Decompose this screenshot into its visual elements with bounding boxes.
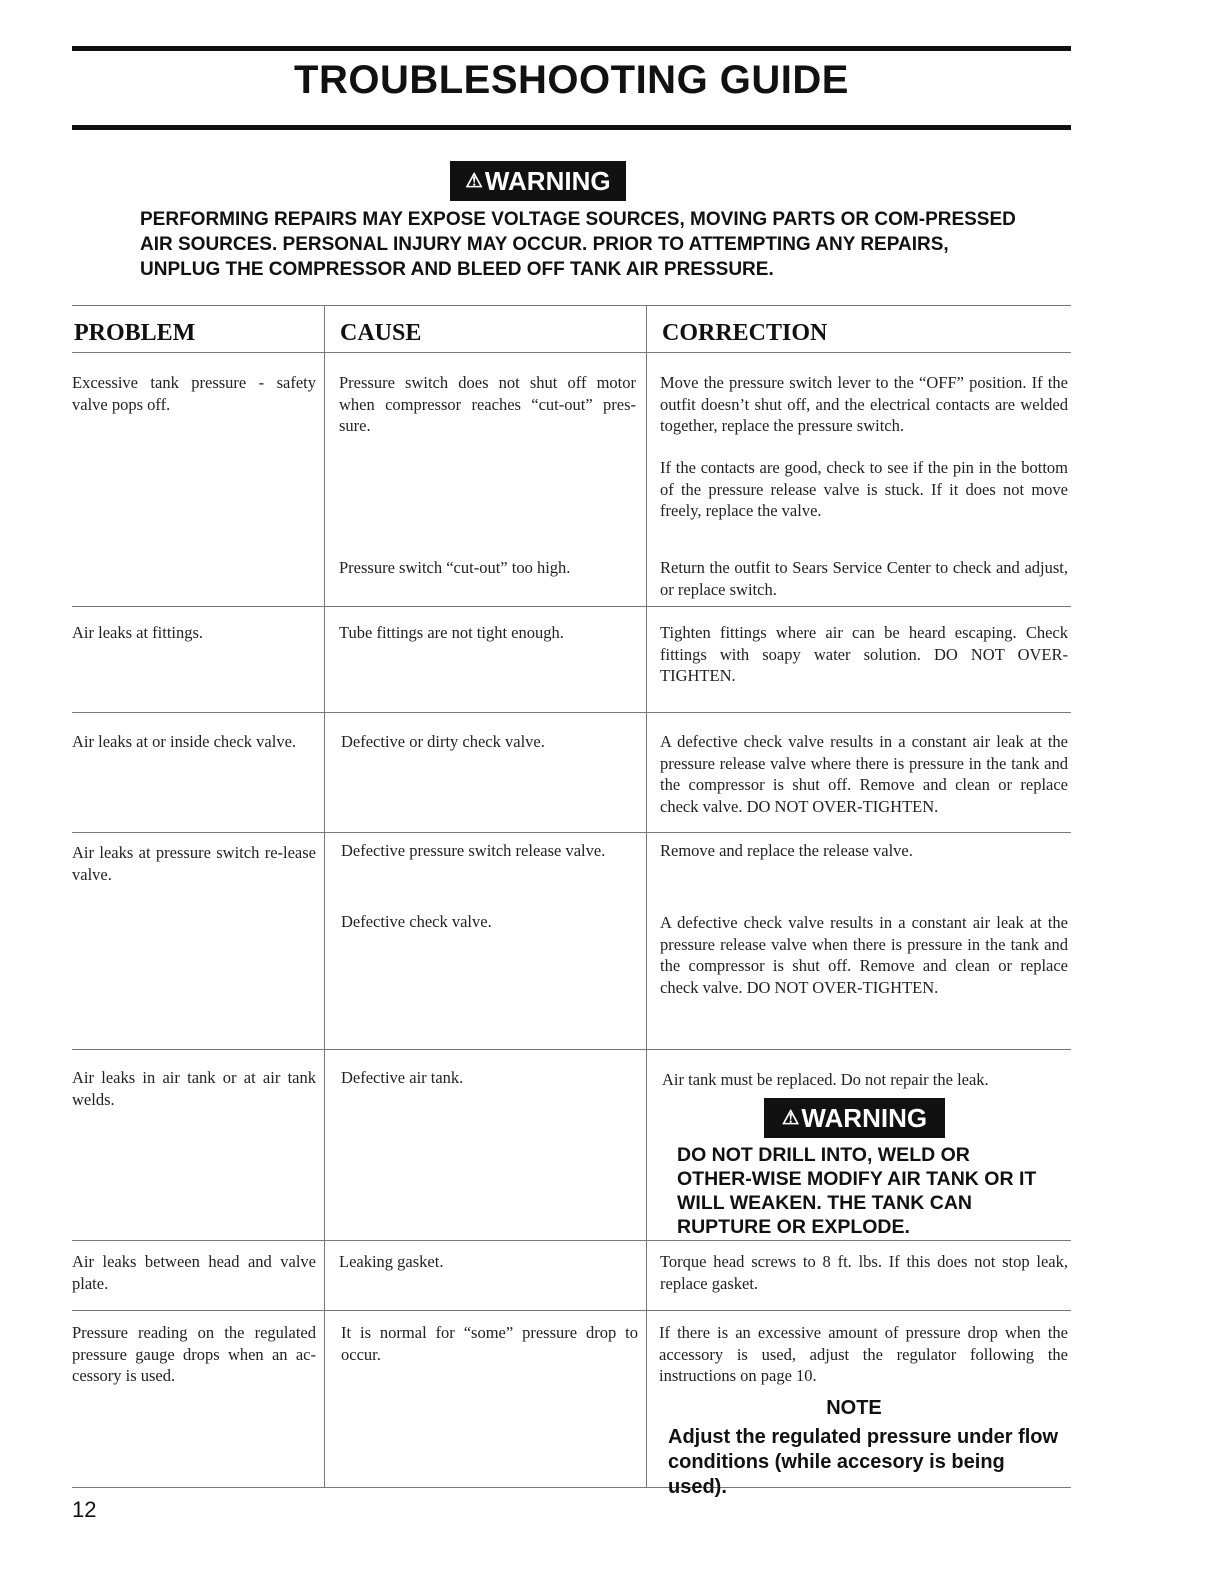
tank-warning-text: DO NOT DRILL INTO, WELD OR OTHER-WISE MODIFY AIR TANK OR IT WILL WEAKEN. THE TANK CAN RUPTURE OR EXPLODE. [677,1144,1037,1238]
column-header-cause: CAUSE [340,320,422,346]
header-underline [72,352,1071,353]
cause-cell: Defective air tank. [341,1068,464,1087]
correction-cell: Air tank must be replaced. Do not repair the leak. [662,1070,989,1089]
problem-cell: Air leaks at or inside check valve. [72,732,297,751]
correction-cell: Remove and replace the release valve. [660,841,913,860]
cause-cell: It is normal for “some” pressure drop to occur. [341,1323,638,1364]
row-divider [72,606,1071,607]
problem-cell: Air leaks at pressure switch re-lease valve. [72,843,316,884]
warning-triangle-icon: ⚠ [465,170,483,192]
correction-cell: Tighten fittings where air can be heard escaping. Check fittings with soapy water solution. DO NOT OVER-TIGHTEN. [660,623,1068,685]
cause-cell: Leaking gasket. [339,1252,444,1271]
row-divider [72,1049,1071,1050]
problem-cell: Air leaks in air tank or at air tank welds. [72,1068,316,1109]
cause-cell: Pressure switch does not shut off motor when compressor reaches “cut-out” pres-sure. [339,373,636,435]
problem-cell: Excessive tank pressure - safety valve pops off. [72,373,316,414]
cause-cell: Defective check valve. [341,912,492,931]
column-header-problem: PROBLEM [74,320,196,346]
problem-cell: Air leaks at fittings. [72,623,204,642]
tank-warning-badge [764,1098,945,1138]
table-top-line [72,305,1071,306]
warning-badge [450,161,626,201]
correction-cell: Torque head screws to 8 ft. lbs. If this does not stop leak, replace gasket. [660,1252,1068,1293]
row-divider [72,1240,1071,1241]
correction-cell: Return the outfit to Sears Service Center to check and adjust, or replace switch. [660,558,1068,599]
correction-cell: If there is an excessive amount of pressure drop when the accessory is used, adjust the regulator following the instructions on page 10. [659,1323,1068,1385]
title-bottom-rule [72,125,1071,130]
problem-cell: Air leaks between head and valve plate. [72,1252,316,1293]
row-divider [72,832,1071,833]
row-divider [72,712,1071,713]
correction-cell: A defective check valve results in a constant air leak at the pressure release valve when there is pressure in the tank and the compressor is shut off. Remove and clean or replace check valve. DO NOT OVER-TIGHTEN. [660,913,1068,997]
cause-cell: Defective pressure switch release valve. [341,841,606,860]
note-text: Adjust the regulated pressure under flow conditions (while accesory is being used). [668,1426,1059,1498]
problem-cell: Pressure reading on the regulated pressure gauge drops when an ac-cessory is used. [72,1323,316,1385]
row-divider [72,1310,1071,1311]
page-number: 12 [72,1497,97,1522]
column-header-correction: CORRECTION [662,320,828,346]
correction-cell: Move the pressure switch lever to the “OFF” position. If the outfit doesn’t shut off, and the electrical contacts are welded together, replace the pressure switch. [660,373,1068,435]
correction-cell: A defective check valve results in a constant air leak at the pressure release valve where there is pressure in the tank and the compressor is shut off. Remove and clean or replace check valve. DO NOT OVER-TIGHTEN. [660,732,1068,816]
warning-badge-label: WARNING [484,165,611,196]
warning-text: PERFORMING REPAIRS MAY EXPOSE VOLTAGE SOURCES, MOVING PARTS OR COM-PRESSED AIR SOURCES. PERSONAL INJURY MAY OCCUR. PRIOR TO ATTEMPTING ANY REPAIRS, UNPLUG THE COMPRESSOR AND BLEED OFF TANK AIR PRESSURE. [140,209,1016,280]
correction-cell: If the contacts are good, check to see if the pin in the bottom of the pressure release valve is stuck. If it does not move freely, replace the valve. [660,458,1068,520]
cause-cell: Defective or dirty check valve. [341,732,545,751]
cause-cell: Pressure switch “cut-out” too high. [339,558,571,577]
top-rule [72,46,1071,51]
warning-triangle-icon: ⚠ [781,1107,800,1129]
page-title: TROUBLESHOOTING GUIDE [294,58,849,102]
cause-cell: Tube fittings are not tight enough. [339,623,564,642]
note-heading: NOTE [826,1397,882,1419]
tank-warning-badge-label: WARNING [801,1102,928,1133]
